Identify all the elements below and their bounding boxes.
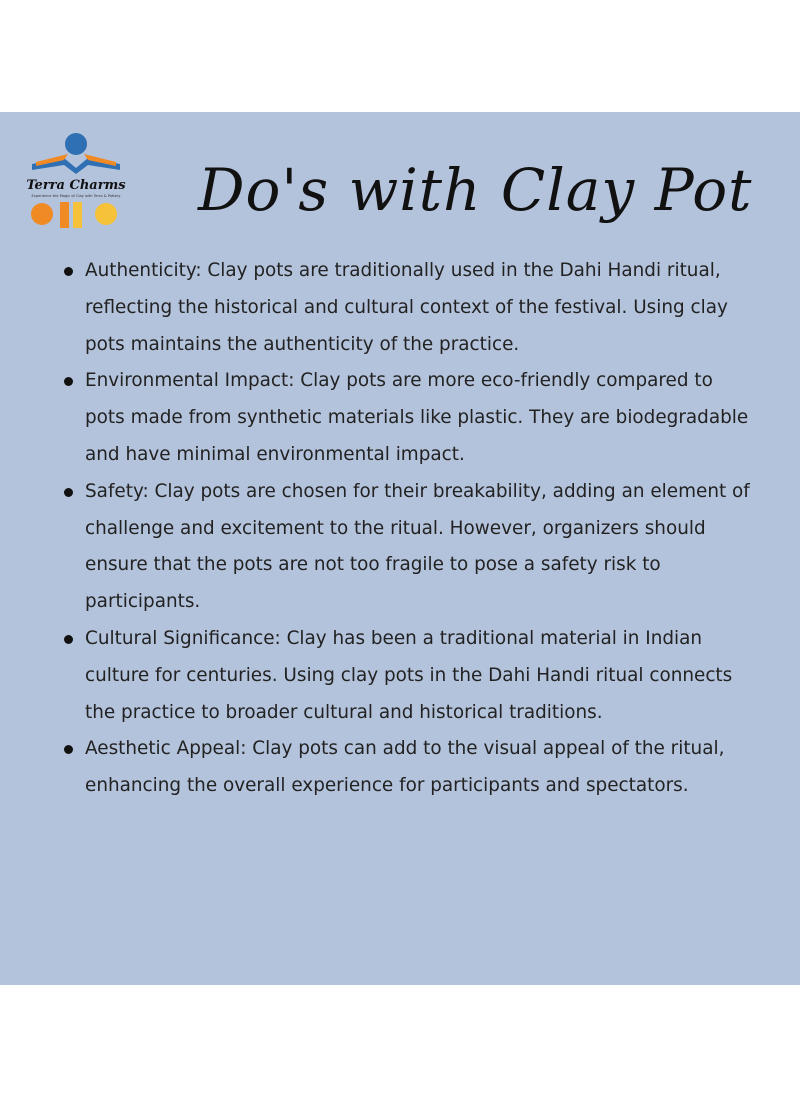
bullet-icon xyxy=(64,488,73,497)
terra-charms-logo xyxy=(24,132,136,232)
list-item-environmental-impact xyxy=(62,363,752,473)
list-item-text: Safety: Clay pots are chosen for their breakability, adding an element of challenge and excitement to the ritual. However, organizers should ensure that the pots are not too fragile to pose a safety risk to participants. xyxy=(85,480,750,613)
list-item-authenticity xyxy=(62,253,752,363)
list-item-text: Aesthetic Appeal: Clay pots can add to the visual appeal of the ritual, enhancing the overall experience for participants and spectators. xyxy=(85,738,725,797)
dos-list xyxy=(62,253,752,805)
content-panel xyxy=(0,112,800,985)
list-item-aesthetic-appeal xyxy=(62,731,752,805)
bullet-icon xyxy=(64,377,73,386)
list-item-safety xyxy=(62,474,752,621)
svg-text:Experience the Magic of Clay w: Experience the Magic of Clay with Terra & Pottery xyxy=(31,194,121,198)
svg-text:Terra Charms: Terra Charms xyxy=(26,178,126,193)
bullet-icon xyxy=(64,745,73,754)
logo-graphic xyxy=(24,132,136,232)
bullet-icon xyxy=(64,635,73,644)
list-item-text: Authenticity: Clay pots are traditionally used in the Dahi Handi ritual, reflecting the historical and cultural context of the festival. Using clay pots maintains the authenticity of the practice. xyxy=(85,260,728,355)
list-item-text: Cultural Significance: Clay has been a traditional material in Indian culture for centuries. Using clay pots in the Dahi Handi ritual connects the practice to broader cultural and historical traditions. xyxy=(85,627,733,723)
bullet-icon xyxy=(64,267,73,276)
page-title: Do's with Clay Pot xyxy=(198,156,753,224)
list-item-cultural-significance xyxy=(62,621,752,731)
list-item-text: Environmental Impact: Clay pots are more eco-friendly compared to pots made from synthetic materials like plastic. They are biodegradable and have minimal environmental impact. xyxy=(85,370,749,465)
